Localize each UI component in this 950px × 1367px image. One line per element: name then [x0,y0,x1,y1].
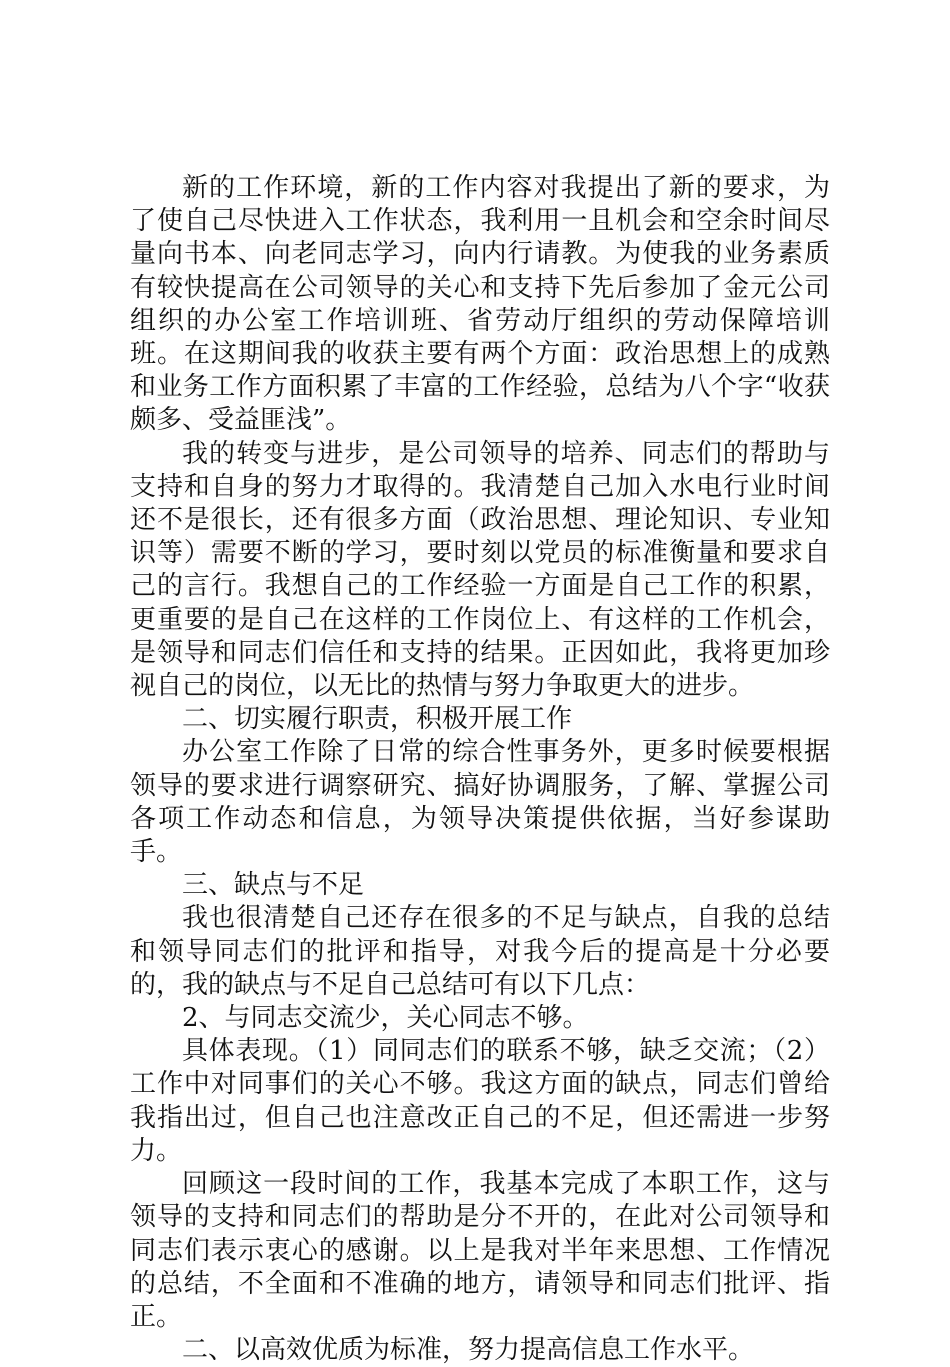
section-heading-shortcomings: 三、缺点与不足 [182,870,365,901]
paragraph-review: 回顾这一段时间的工作，我基本完成了本职工作，这与领导的支持和同志们的帮助是分不开的，在此对公司领导和同志们表示衷心的感谢。以上是我对半年来思想、工作情况的总结，不全面和不准确的地方，请领导和同志们批评、指正。 [130,1169,830,1332]
paragraph-shortcomings-intro: 我也很清楚自己还存在很多的不足与缺点，自我的总结和领导同志们的批评和指导，对我今后的提高是十分必要的，我的缺点与不足自己总结可有以下几点： [130,903,830,1000]
paragraph-office-work: 办公室工作除了日常的综合性事务外，更多时候要根据领导的要求进行调察研究、搞好协调服务，了解、掌握公司各项工作动态和信息，为领导决策提供依据，当好参谋助手。 [130,737,830,868]
section-heading-duties: 二、切实履行职责，积极开展工作 [182,704,573,735]
paragraph-work-environment: 新的工作环境，新的工作内容对我提出了新的要求，为了使自己尽快进入工作状态，我利用一且机会和空余时间尽量向书本、向老同志学习，向内行请教。为使我的业务素质有较快提高在公司领导的关心和支持下先后参加了金元公司组织的办公室工作培训班、省劳动厅组织的劳动保障培训班。在这期间我的收获主要有两个方面：政治思想上的成熟和业务工作方面积累了丰富的工作经验，总结为八个字“收获颇多、受益匪浅”。 [130,173,830,436]
section-heading-information-work: 二、以高效优质为标准，努力提高信息工作水平。 [182,1335,755,1366]
list-item-communication: 2、与同志交流少，关心同志不够。 [182,1003,589,1034]
paragraph-specifics: 具体表现。（1）同同志们的联系不够，缺乏交流；（2）工作中对同事们的关心不够。我这方面的缺点，同志们曾给我指出过，但自己也注意改正自己的不足，但还需进一步努力。 [130,1036,830,1166]
document-body [130,172,830,1367]
paragraph-progress: 我的转变与进步，是公司领导的培养、同志们的帮助与支持和自身的努力才取得的。我清楚自己加入水电行业时间还不是很长，还有很多方面（政治思想、理论知识、专业知识等）需要不断的学习，要时刻以党员的标准衡量和要求自己的言行。我想自己的工作经验一方面是自己工作的积累，更重要的是自己在这样的工作岗位上、有这样的工作机会，是领导和同志们信任和支持的结果。正因如此，我将更加珍视自己的岗位，以无比的热情与努力争取更大的进步。 [130,438,830,702]
